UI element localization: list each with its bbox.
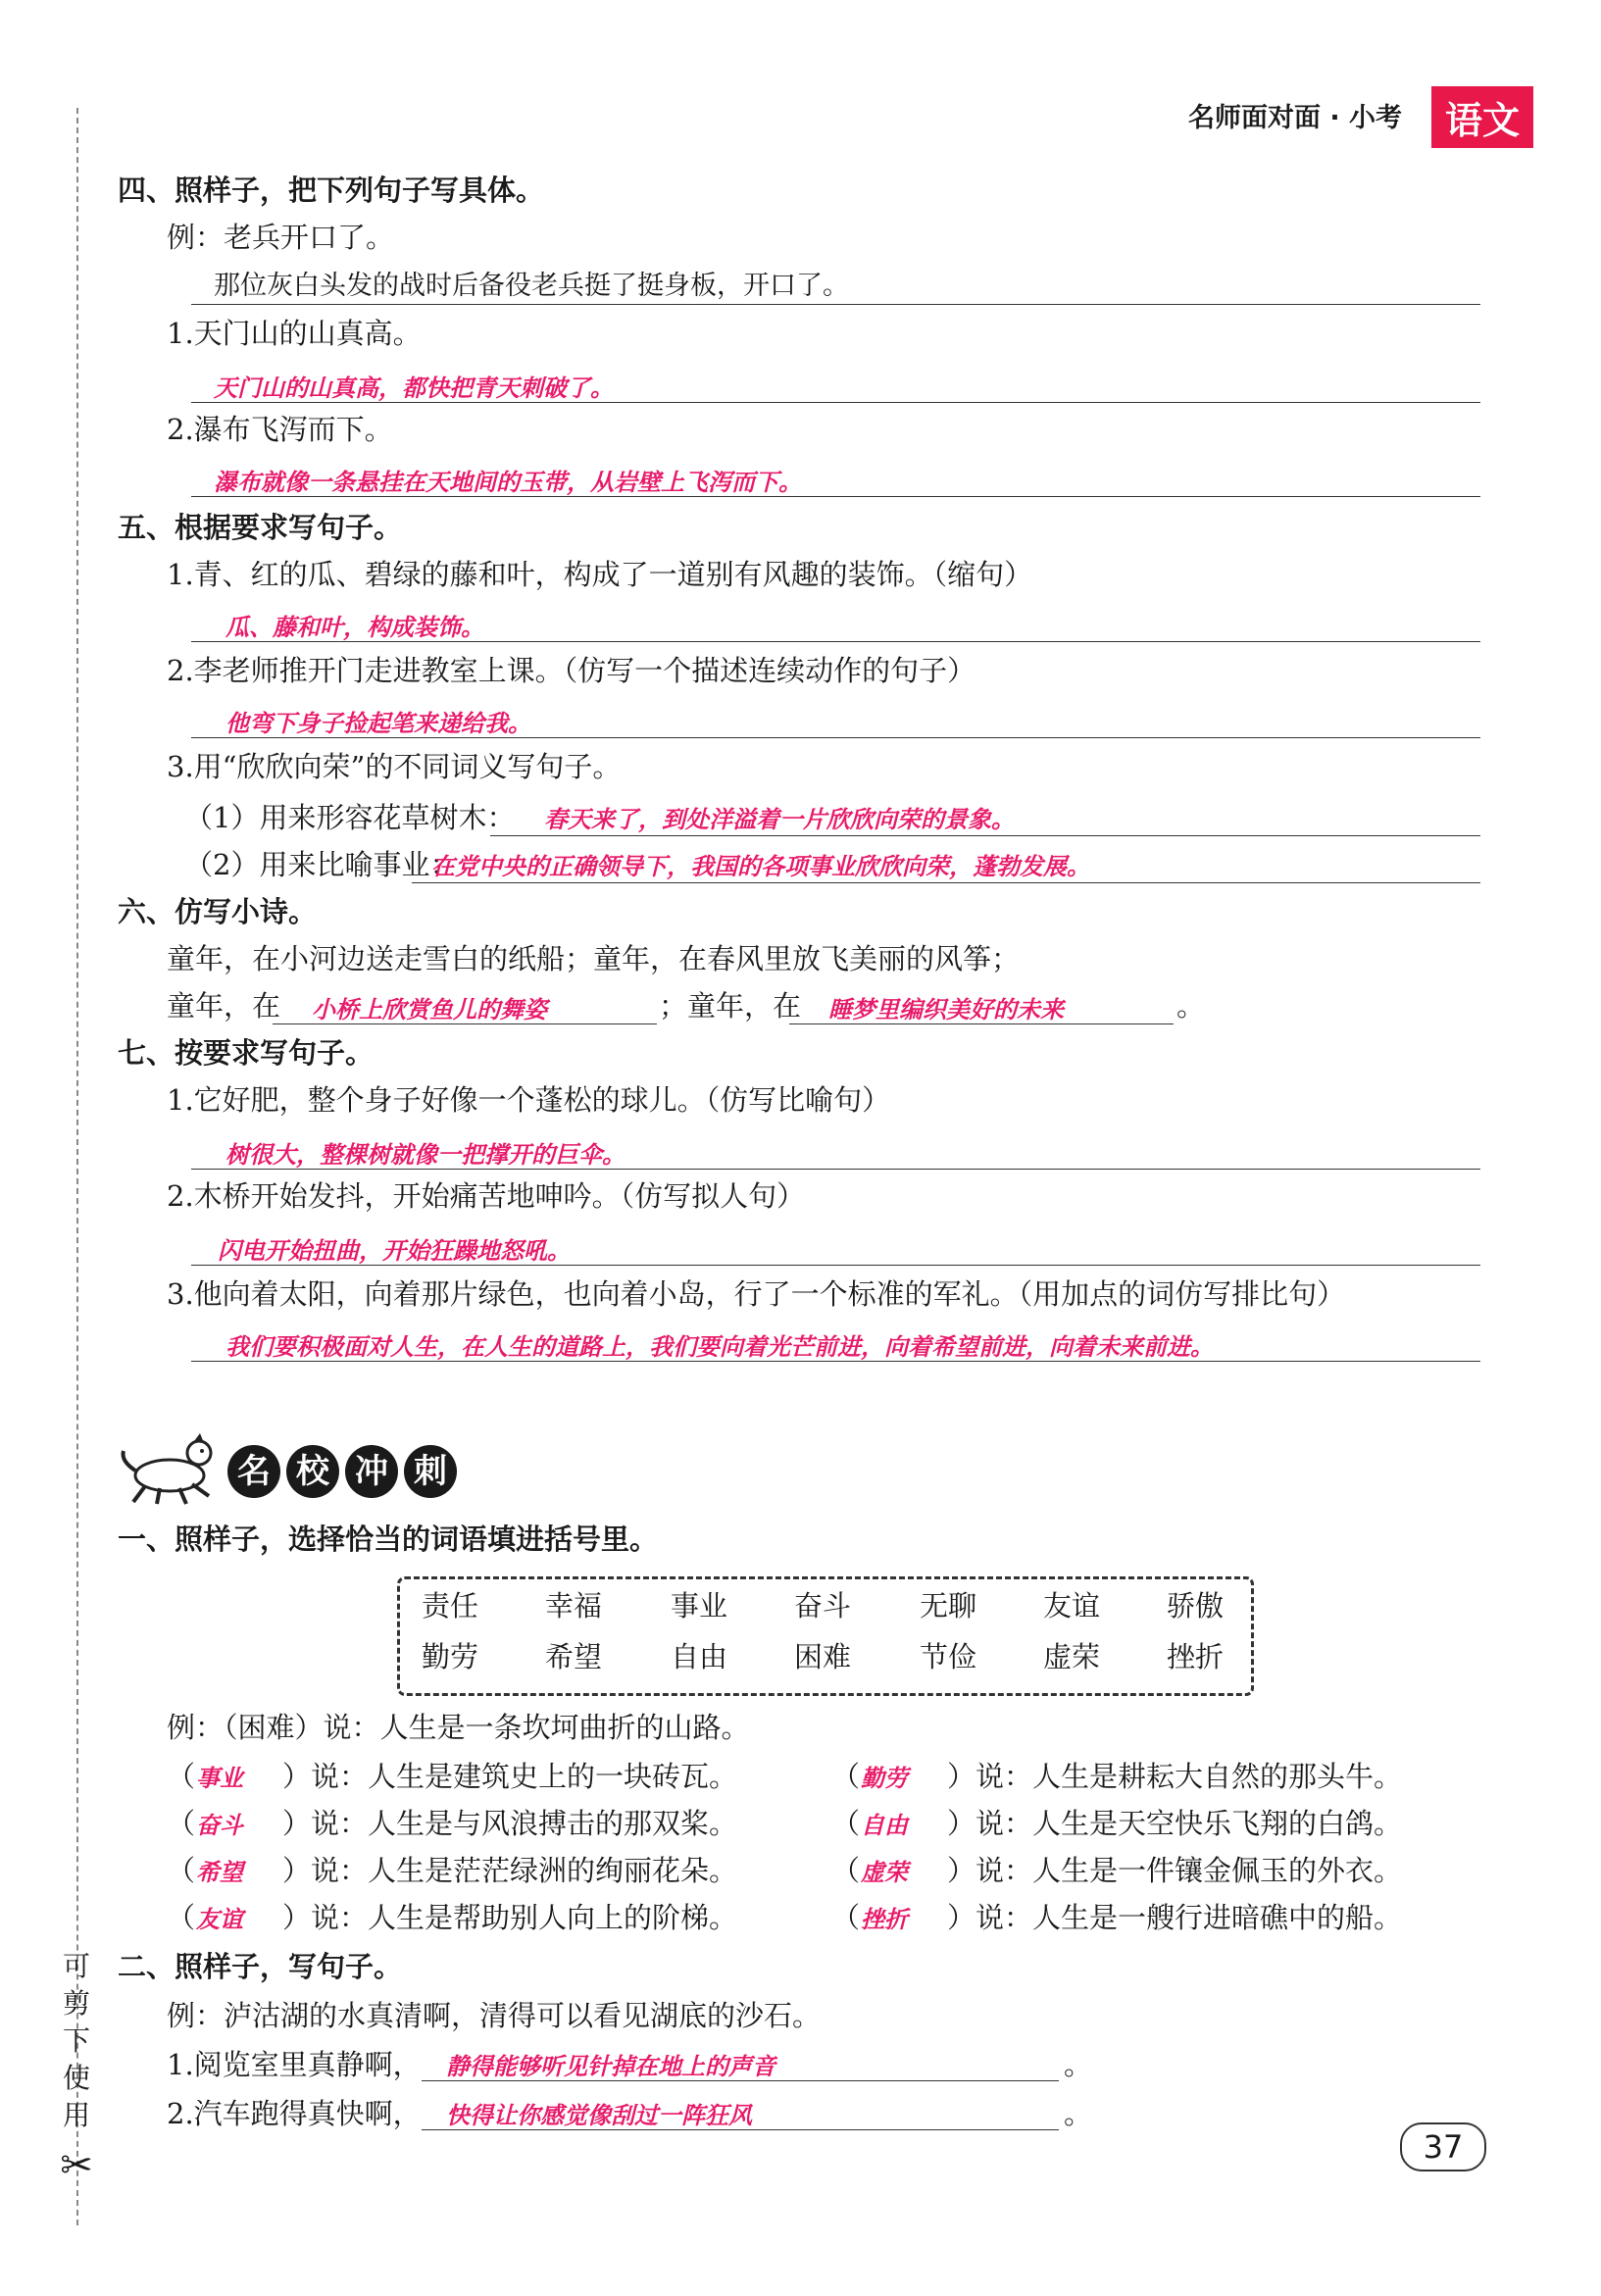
section7-a3: 我们要积极面对人生，在人生的道路上，我们要向着光芒前进，向着希望前进，向着未来前进。 <box>225 1333 1214 1361</box>
word-bank-item: 挫折 <box>1167 1640 1225 1673</box>
cut-char-1: 可 <box>62 1950 90 1982</box>
fill-answer: 希望 <box>196 1859 243 1886</box>
section5-a1: 瓜、藤和叶，构成装饰。 <box>225 614 484 641</box>
brand-title: 名师面对面 · 小考 <box>1188 103 1403 133</box>
paren-open: （ <box>167 1901 196 1934</box>
fill-text: ）说：人生是一艘行进暗礁中的船。 <box>947 1901 1403 1934</box>
sprint-char-4: 刺 <box>404 1445 457 1498</box>
section4-q1: 1.天门山的山真高。 <box>167 317 422 350</box>
horse-mascot-icon <box>116 1431 224 1510</box>
section5-q3-2: （2）用来比喻事业： <box>184 848 459 881</box>
word-bank-item: 事业 <box>671 1589 728 1622</box>
word-bank-item: 希望 <box>545 1640 603 1673</box>
sprint2-title: 二、照样子，写句子。 <box>118 1950 403 1983</box>
paren-open: （ <box>167 1854 196 1887</box>
section6-end: 。 <box>1176 989 1206 1023</box>
sprint2-end1: 。 <box>1064 2048 1093 2081</box>
fill-text: ）说：人生是建筑史上的一块砖瓦。 <box>282 1760 738 1793</box>
section4-q2: 2.瀑布飞泻而下。 <box>167 413 393 446</box>
fill-answer: 勤劳 <box>861 1765 908 1792</box>
scissors-icon: ✂ <box>60 2143 93 2188</box>
section5-a2: 他弯下身子捡起笔来递给我。 <box>225 710 531 737</box>
word-bank-item: 无聊 <box>920 1589 977 1622</box>
fill-text: ）说：人生是帮助别人向上的阶梯。 <box>282 1901 738 1934</box>
section6-prefix2: ；童年，在 <box>659 989 802 1023</box>
fill-answer: 自由 <box>861 1812 908 1839</box>
section4-title: 四、照样子，把下列句子写具体。 <box>118 174 545 207</box>
section7-q2: 2.木桥开始发抖，开始痛苦地呻吟。（仿写拟人句） <box>167 1179 806 1213</box>
cut-char-2: 剪 <box>62 1987 90 2020</box>
sprint2-a1: 静得能够听见针掉在地上的声音 <box>446 2053 775 2080</box>
section7-q1: 1.它好肥，整个身子好像一个蓬松的球儿。（仿写比喻句） <box>167 1083 891 1117</box>
fill-answer: 奋斗 <box>196 1812 243 1839</box>
word-bank-item: 自由 <box>671 1640 728 1673</box>
section7-title: 七、按要求写句子。 <box>118 1036 375 1070</box>
sprint2-q2: 2.汽车跑得真快啊， <box>167 2097 422 2130</box>
fill-text: ）说：人生是耕耘大自然的那头牛。 <box>947 1760 1403 1793</box>
sprint2-q1: 1.阅览室里真静啊， <box>167 2048 422 2081</box>
sprint-char-1: 名 <box>227 1445 280 1498</box>
paren-open: （ <box>831 1807 861 1840</box>
sprint-char-2: 校 <box>286 1445 339 1498</box>
sprint2-end2: 。 <box>1064 2097 1093 2130</box>
section5-a3-1: 春天来了，到处洋溢着一片欣欣向荣的景象。 <box>544 806 1015 833</box>
section5-title: 五、根据要求写句子。 <box>118 511 403 544</box>
section5-q2: 2.李老师推开门走进教室上课。（仿写一个描述连续动作的句子） <box>167 654 976 687</box>
section4-a2: 瀑布就像一条悬挂在天地间的玉带，从岩壁上飞泻而下。 <box>214 469 802 496</box>
section6-title: 六、仿写小诗。 <box>118 895 318 928</box>
sprint-char-3: 冲 <box>345 1445 398 1498</box>
section6-a2: 睡梦里编织美好的未来 <box>828 996 1064 1023</box>
section6-a1: 小桥上欣赏鱼儿的舞姿 <box>312 996 547 1023</box>
word-bank-item: 友谊 <box>1043 1589 1101 1622</box>
fill-text: ）说：人生是与风浪搏击的那双桨。 <box>282 1807 738 1840</box>
page-number: 37 <box>1400 2122 1486 2171</box>
section6-prefix1: 童年，在 <box>167 989 281 1023</box>
section6-line1: 童年，在小河边送走雪白的纸船；童年，在春风里放飞美丽的风筝； <box>167 942 1021 975</box>
section5-q1: 1.青、红的瓜、碧绿的藤和叶，构成了一道别有风趣的装饰。（缩句） <box>167 558 1033 591</box>
paren-open: （ <box>167 1760 196 1793</box>
word-bank-item: 节俭 <box>920 1640 977 1673</box>
section4-a1: 天门山的山真高，都快把青天刺破了。 <box>214 374 614 402</box>
paren-open: （ <box>831 1760 861 1793</box>
fill-answer: 事业 <box>196 1765 243 1792</box>
fill-answer: 挫折 <box>861 1906 908 1933</box>
word-bank-item: 奋斗 <box>794 1589 852 1622</box>
sprint1-title: 一、照样子，选择恰当的词语填进括号里。 <box>118 1522 659 1556</box>
section5-q3: 3.用“欣欣向荣”的不同词义写句子。 <box>167 750 622 783</box>
fill-text: ）说：人生是茫茫绿洲的绚丽花朵。 <box>282 1854 738 1887</box>
section7-a2: 闪电开始扭曲，开始狂躁地怒吼。 <box>218 1237 571 1265</box>
word-bank-item: 虚荣 <box>1043 1640 1101 1673</box>
section4-example: 例：老兵开口了。 <box>167 221 395 254</box>
paren-open: （ <box>831 1901 861 1934</box>
paren-open: （ <box>831 1854 861 1887</box>
word-bank-item: 骄傲 <box>1167 1589 1225 1622</box>
word-bank-item: 困难 <box>794 1640 852 1673</box>
cut-char-4: 使 <box>62 2062 90 2094</box>
fill-answer: 虚荣 <box>861 1859 908 1886</box>
sprint2-a2: 快得让你感觉像刮过一阵狂风 <box>446 2102 752 2129</box>
word-bank-item: 责任 <box>422 1589 479 1622</box>
sprint1-example: 例：（困难）说：人生是一条坎坷曲折的山路。 <box>167 1711 750 1744</box>
cut-line <box>76 108 78 2225</box>
paren-open: （ <box>167 1807 196 1840</box>
fill-text: ）说：人生是一件镶金佩玉的外衣。 <box>947 1854 1403 1887</box>
fill-answer: 友谊 <box>196 1906 243 1933</box>
cut-char-3: 下 <box>62 2024 90 2057</box>
cut-char-5: 用 <box>62 2099 90 2131</box>
sprint2-example: 例：泸沽湖的水真清啊，清得可以看见湖底的沙石。 <box>167 1999 822 2032</box>
section5-a3-2: 在党中央的正确领导下，我国的各项事业欣欣向荣，蓬勃发展。 <box>431 853 1090 880</box>
subject-badge: 语文 <box>1431 86 1533 148</box>
word-bank-item: 勤劳 <box>422 1640 479 1673</box>
section7-a1: 树很大，整棵树就像一把撑开的巨伞。 <box>225 1141 625 1169</box>
section5-q3-1: （1）用来形容花草树木： <box>184 801 516 834</box>
section7-q3: 3.他向着太阳，向着那片绿色，也向着小岛，行了一个标准的军礼。（用加点的词仿写排比句） <box>167 1277 1346 1311</box>
fill-text: ）说：人生是天空快乐飞翔的白鸽。 <box>947 1807 1403 1840</box>
word-bank-item: 幸福 <box>545 1589 603 1622</box>
section4-example-answer: 那位灰白头发的战时后备役老兵挺了挺身板，开口了。 <box>214 271 849 301</box>
